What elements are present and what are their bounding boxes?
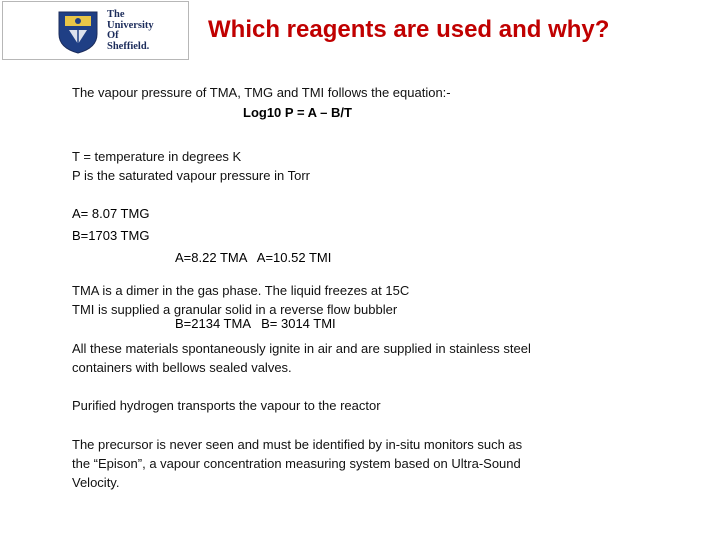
- logo-line: Sheffield.: [107, 40, 150, 52]
- equation: Log10 P = A – B/T: [243, 105, 352, 120]
- coef-line: B=2134 TMA B= 3014 TMI: [175, 316, 336, 331]
- coef-line: B=1703 TMG: [72, 228, 150, 243]
- note-line: The precursor is never seen and must be identified by in-situ monitors such as: [72, 437, 523, 452]
- slide-title: Which reagents are used and why?: [208, 16, 610, 43]
- definition-line: P is the saturated vapour pressure in Torr: [72, 168, 310, 183]
- definitions: [72, 147, 310, 185]
- logo-line: University: [107, 19, 154, 31]
- notes-hydrogen: Purified hydrogen transports the vapour to the reactor: [72, 398, 381, 413]
- notes-monitor: [72, 435, 522, 492]
- note-line: containers with bellows sealed valves.: [72, 360, 292, 375]
- note-line: the “Epison”, a vapour concentration measuring system based on Ultra-Sound: [72, 456, 521, 471]
- university-name: [107, 10, 154, 52]
- crest-icon: [55, 10, 101, 54]
- logo-line: Of: [107, 30, 119, 41]
- notes-dimer: [72, 281, 409, 319]
- note-line: TMI is supplied a granular solid in a reverse flow bubbler: [72, 302, 398, 317]
- note-line: All these materials spontaneously ignite in air and are supplied in stainless steel: [72, 341, 531, 356]
- note-line: Velocity.: [72, 475, 120, 490]
- coefficients-tmg: [72, 203, 149, 247]
- coef-line: A=8.22 TMA A=10.52 TMI: [175, 250, 332, 265]
- coef-line: A= 8.07 TMG: [72, 206, 150, 221]
- definition-line: T = temperature in degrees K: [72, 149, 242, 164]
- intro-text: The vapour pressure of TMA, TMG and TMI follows the equation:-: [72, 85, 451, 100]
- logo-line: The: [107, 9, 125, 20]
- coefficients-tma-tmi: [175, 203, 336, 357]
- note-line: TMA is a dimer in the gas phase. The liquid freezes at 15C: [72, 283, 410, 298]
- notes-ignition: [72, 339, 531, 377]
- university-logo: [2, 1, 189, 60]
